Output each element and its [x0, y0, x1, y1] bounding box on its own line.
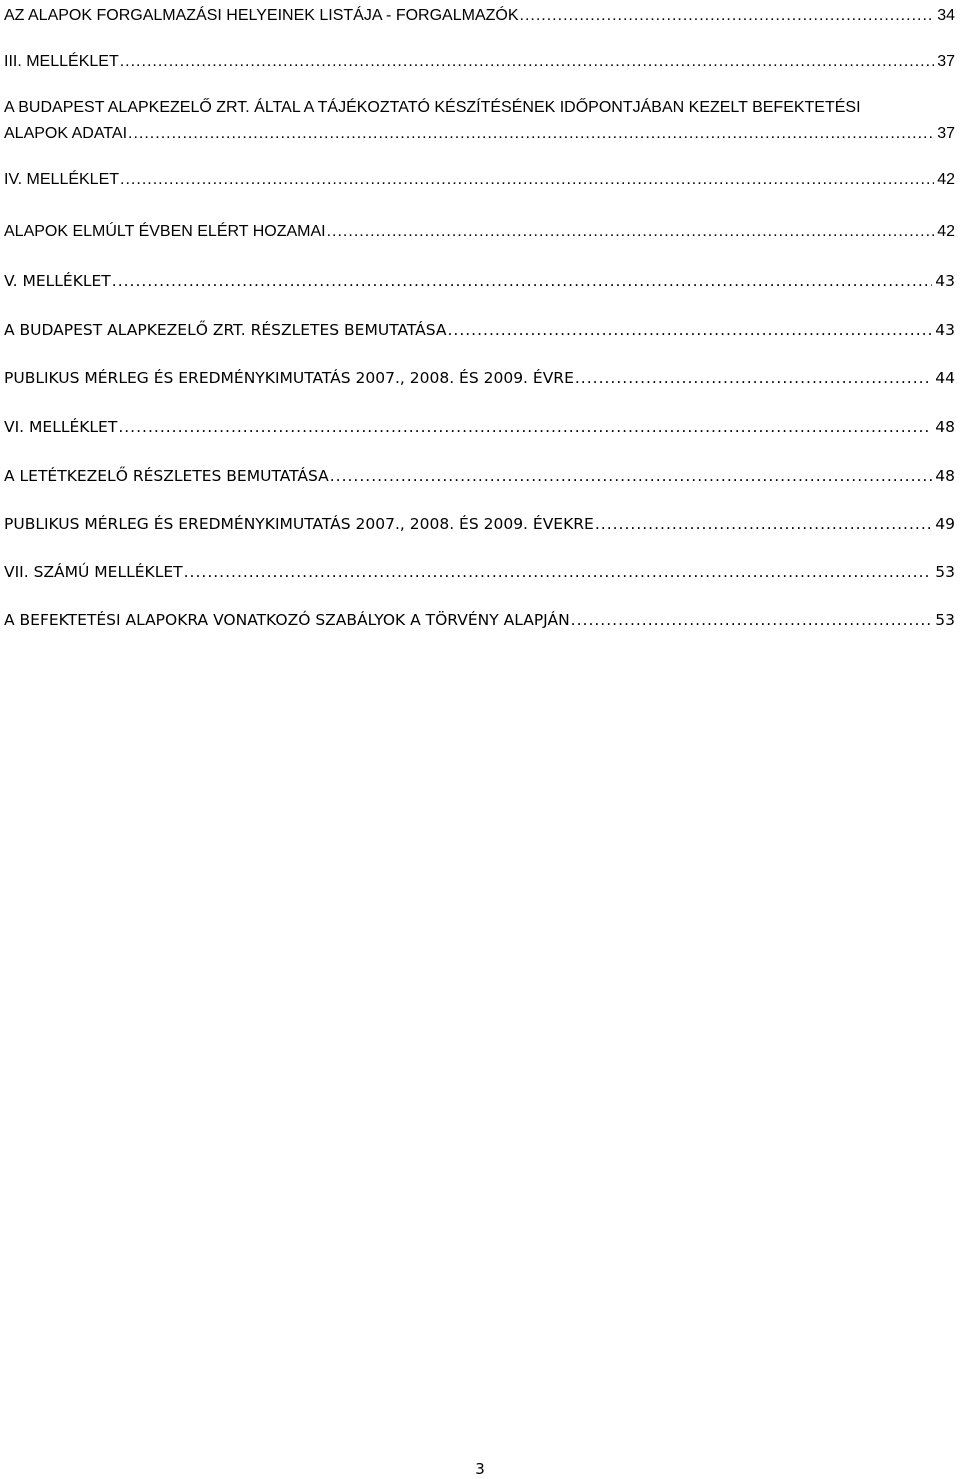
toc-entry-title: VI. MELLÉKLET	[4, 418, 118, 436]
toc-leader-dots	[327, 222, 935, 242]
toc-leader-dots	[520, 6, 935, 26]
toc-entry-page: 44	[935, 369, 955, 387]
toc-entry-page: 48	[935, 418, 955, 436]
toc-leader-dots	[595, 514, 932, 534]
toc-entry-merleg-2009-evre[interactable]	[4, 368, 955, 388]
toc-entry-vi-melleklet[interactable]	[4, 417, 955, 437]
toc-entry-merleg-2009-evekre[interactable]	[4, 514, 955, 534]
toc-leader-dots	[571, 610, 933, 630]
toc-leader-dots	[447, 320, 932, 340]
toc-entry-iv-melleklet[interactable]	[4, 170, 955, 190]
toc-entry-page: 43	[935, 272, 955, 290]
toc-leader-dots	[330, 466, 933, 486]
toc-entry-page: 48	[935, 467, 955, 485]
toc-entry-page: 37	[937, 125, 955, 142]
page-number: 3	[475, 1460, 485, 1478]
toc-entry-page: 53	[935, 563, 955, 581]
toc-entry-page: 42	[937, 223, 955, 240]
toc-entry-page: 34	[937, 7, 955, 24]
toc-entry-title: III. MELLÉKLET	[4, 53, 119, 70]
toc-entry-title: A LETÉTKEZELŐ RÉSZLETES BEMUTATÁSA	[4, 467, 329, 485]
toc-entry-kezelt-alapok[interactable]	[4, 124, 955, 144]
toc-leader-dots	[120, 170, 934, 190]
toc-entry-title: A BEFEKTETÉSI ALAPOKRA VONATKOZÓ SZABÁLYOK A TÖRVÉNY ALAPJÁN	[4, 611, 570, 629]
toc-entry-page: 43	[935, 321, 955, 339]
toc-leader-dots	[112, 271, 933, 291]
toc-entry-title: IV. MELLÉKLET	[4, 171, 120, 188]
toc-entry-title: PUBLIKUS MÉRLEG ÉS EREDMÉNYKIMUTATÁS 2007., 2008. ÉS 2009. ÉVEKRE	[4, 515, 594, 533]
toc-leader-dots	[120, 52, 934, 72]
toc-entry-title: V. MELLÉKLET	[4, 272, 111, 290]
toc-entry-szabalyok[interactable]	[4, 610, 955, 630]
toc-entry-title: ALAPOK ADATAI	[4, 125, 128, 142]
toc-entry-title: A BUDAPEST ALAPKEZELŐ ZRT. RÉSZLETES BEMUTATÁSA	[4, 321, 447, 339]
toc-entry-title: VII. SZÁMÚ MELLÉKLET	[4, 563, 183, 581]
toc-leader-dots	[118, 417, 932, 437]
toc-entry-page: 53	[935, 611, 955, 629]
toc-leader-dots	[184, 562, 933, 582]
toc-entry-v-melleklet[interactable]	[4, 271, 955, 291]
toc-entry-page: 42	[937, 171, 955, 188]
toc-entry-alapkezelo-bemutatasa[interactable]	[4, 320, 955, 340]
toc-entry-vii-melleklet[interactable]	[4, 562, 955, 582]
toc-leader-dots	[128, 124, 934, 144]
toc-entry-page: 49	[935, 515, 955, 533]
toc-entry-title: ALAPOK ELMÚLT ÉVBEN ELÉRT HOZAMAI	[4, 223, 326, 240]
toc-entry-title: PUBLIKUS MÉRLEG ÉS EREDMÉNYKIMUTATÁS 2007., 2008. ÉS 2009. ÉVRE	[4, 369, 574, 387]
toc-entry-title-line1: A BUDAPEST ALAPKEZELŐ ZRT. ÁLTAL A TÁJÉKOZTATÓ KÉSZÍTÉSÉNEK IDŐPONTJÁBAN KEZELT BEFEKTETÉSI	[4, 99, 861, 116]
toc-entry-title: AZ ALAPOK FORGALMAZÁSI HELYEINEK LISTÁJA - FORGALMAZÓK	[4, 7, 519, 24]
toc-entry-letetkezelo-bemutatasa[interactable]	[4, 466, 955, 486]
toc-entry-iii-melleklet[interactable]	[4, 52, 955, 72]
toc-entry-forgalmazok[interactable]	[4, 6, 955, 26]
toc-entry-hozamok[interactable]	[4, 222, 955, 242]
toc-leader-dots	[575, 368, 932, 388]
toc-entry-page: 37	[937, 53, 955, 70]
